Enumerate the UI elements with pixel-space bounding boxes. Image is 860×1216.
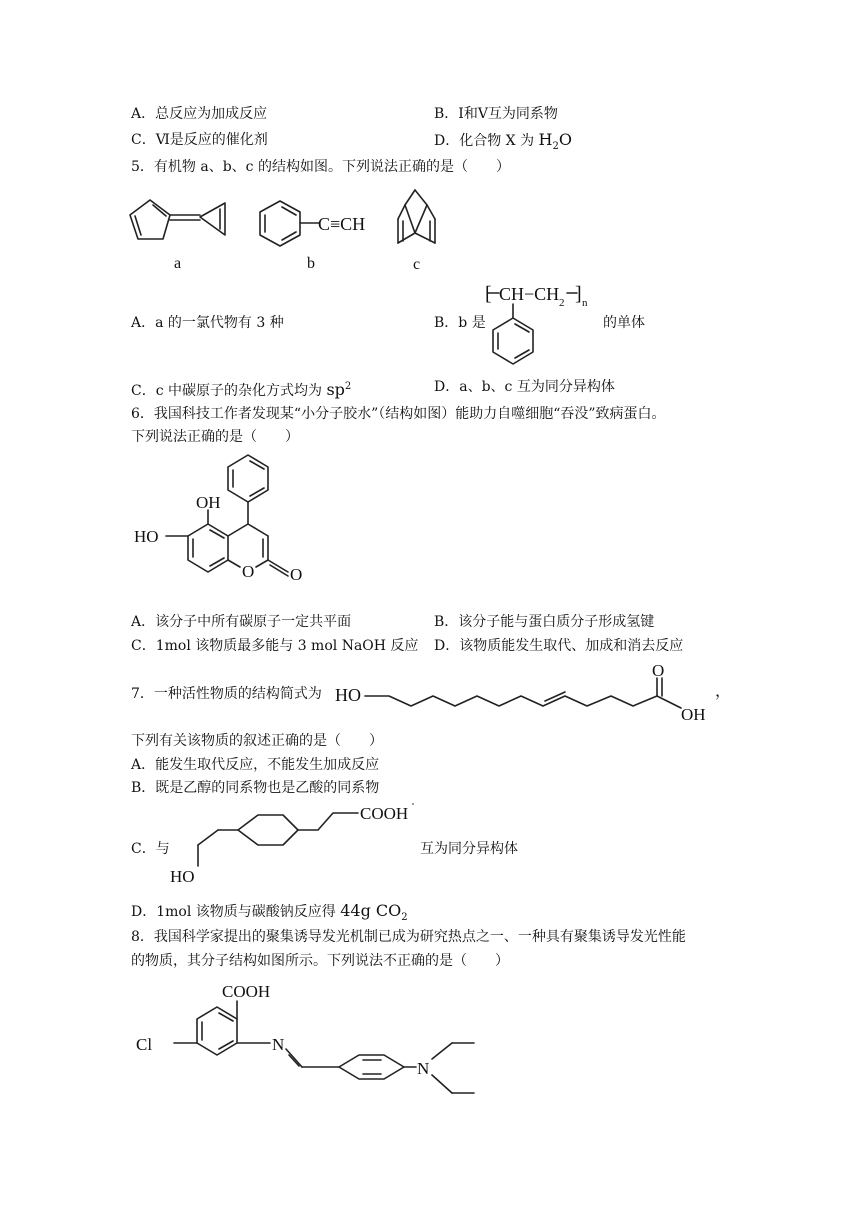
q8-n-imine: N	[272, 1035, 285, 1054]
structure-q8	[134, 975, 494, 1110]
q6-option-a: A．该分子中所有碳原子一定共平面	[131, 614, 352, 630]
q8-stem-2: 的物质，其分子结构如图所示。下列说法不正确的是（ ）	[131, 953, 509, 969]
q7c-cooh: COOH	[360, 804, 409, 823]
q7-o-top: O	[652, 661, 665, 680]
q8-n-amine: N	[417, 1059, 430, 1078]
q7-comma: ，	[715, 683, 732, 700]
sp: sp	[326, 380, 345, 399]
polymer-text: CH−CH	[499, 284, 560, 304]
q5-stem: 5．有机物 a、b、c 的结构如图。下列说法正确的是（ ）	[131, 159, 510, 175]
ho-left: HO	[134, 527, 159, 546]
q5-option-c	[131, 377, 351, 401]
structure-c	[395, 187, 455, 277]
q7-stem-pre: 7．一种活性物质的结构简式为	[131, 686, 322, 702]
q7-option-d-text: D．1mol 该物质与碳酸钠反应得	[131, 904, 341, 920]
q6-stem-2: 下列说法正确的是（ ）	[131, 429, 299, 445]
svg-text:]: ]	[575, 283, 582, 305]
q6-stem-1: 6．我国科技工作者发现某“小分子胶水”（结构如图）能助力自噬细胞“吞没”致病蛋白。	[131, 406, 666, 422]
oh-top: OH	[196, 493, 221, 512]
label-b: b	[307, 255, 315, 272]
polystyrene-structure	[485, 278, 615, 373]
co2-sub: 2	[401, 912, 408, 923]
q4-option-c: C．Ⅵ是反应的催化剂	[131, 132, 268, 148]
q8-stem-1: 8．我国科学家提出的聚集诱导发光机制已成为研究热点之一、一种具有聚集诱导发光性能	[131, 929, 686, 945]
b-group: C≡CH	[318, 214, 366, 234]
o-ring: O	[242, 562, 255, 581]
o-carbonyl: O	[290, 565, 303, 584]
structure-a	[130, 195, 250, 275]
q5-option-c-text: C．c 中碳原子的杂化方式均为	[131, 383, 327, 399]
q4-option-a: A．总反应为加成反应	[131, 106, 268, 122]
structure-b	[255, 195, 395, 275]
q7-ho: HO	[335, 685, 361, 705]
q4-option-d-text: D．化合物 X 为	[434, 133, 539, 149]
structure-q7c	[168, 800, 428, 890]
structure-coumarin	[130, 450, 330, 610]
q4-option-b: B．Ⅰ和Ⅴ互为同系物	[434, 106, 558, 122]
formula-sub: 2	[552, 141, 559, 152]
polymer-sub: 2	[559, 297, 565, 309]
q6-option-d: D．该物质能发生取代、加成和消去反应	[434, 638, 684, 654]
structure-q7	[335, 661, 732, 724]
q7-option-c-post: 互为同分异构体	[420, 841, 518, 857]
q7-oh-right: OH	[681, 705, 706, 724]
q8-cl: Cl	[136, 1035, 153, 1054]
q5-option-d: D．a、b、c 互为同分异构体	[434, 379, 615, 395]
q6-option-b: B．该分子能与蛋白质分子形成氢键	[434, 614, 655, 630]
q7c-ho: HO	[170, 867, 195, 886]
q5-option-b-post: 的单体	[603, 315, 645, 331]
sp-sup: 2	[344, 381, 352, 392]
formula-o: O	[558, 130, 572, 149]
svg-text:[: [	[485, 283, 492, 305]
polymer-n: n	[582, 297, 588, 309]
co2: 44g CO	[340, 901, 402, 920]
q8-cooh: COOH	[222, 982, 271, 1001]
q4-option-d	[434, 130, 572, 157]
q7-option-c-pre: C．与	[131, 841, 170, 857]
q7-option-d	[131, 901, 408, 928]
q7-stem-2: 下列有关该物质的叙述正确的是（ ）	[131, 733, 383, 749]
q7-option-a: A．能发生取代反应，不能发生加成反应	[131, 757, 380, 773]
label-c: c	[413, 256, 421, 273]
q6-option-c: C．1mol 该物质最多能与 3 mol NaOH 反应	[131, 638, 419, 654]
q5-option-a: A．a 的一氯代物有 3 种	[131, 315, 284, 331]
formula-h: H	[538, 130, 553, 149]
label-a: a	[174, 255, 182, 272]
q5-option-b-pre: B．b 是	[434, 315, 486, 331]
q7-option-b: B．既是乙醇的同系物也是乙酸的同系物	[131, 780, 380, 796]
